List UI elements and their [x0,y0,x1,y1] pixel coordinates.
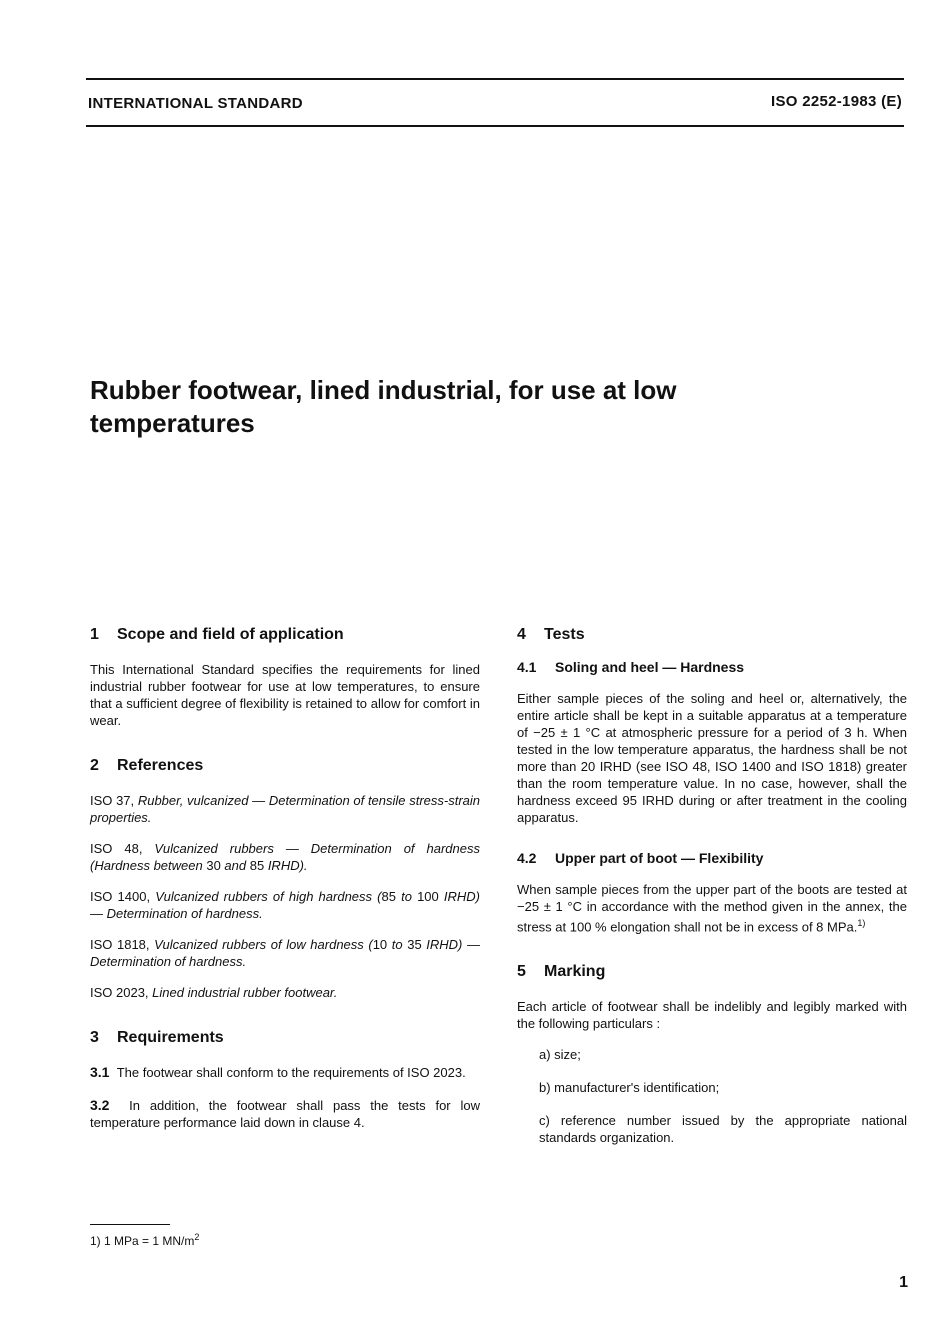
section-1-title: Scope and field of application [117,626,344,643]
footnote [90,1232,199,1248]
section-4-title: Tests [544,626,585,643]
reference-code: ISO 1818, [90,937,155,952]
footnote-text: 1) 1 MPa = 1 MN/m [90,1234,195,1248]
subsection-4-2-number: 4.2 [517,850,537,866]
section-2-heading [90,757,480,774]
section-5-text: Each article of footwear shall be indelibly and legibly marked with the following particulars : [517,999,907,1032]
reference-iso1400 [90,888,480,922]
subsection-4-2-heading [517,850,907,867]
section-2-number: 2 [90,757,99,774]
footnote-separator [90,1224,170,1225]
clause-3-1 [90,1064,480,1081]
reference-iso48 [90,840,480,874]
header-bottom-rule [86,125,904,127]
section-5-number: 5 [517,963,526,981]
section-2-title: References [117,757,204,774]
clause-3-1-text: The footwear shall conform to the requirements of ISO 2023. [116,1065,466,1080]
section-3-title: Requirements [117,1029,224,1046]
reference-word: and [220,858,250,873]
right-column [517,626,907,1158]
marking-item-a: a) size; [539,1047,581,1063]
reference-num: 85 [249,858,265,873]
header-top-rule [86,78,904,80]
reference-word: to [387,937,408,952]
reference-num: 10 [372,937,388,952]
clause-3-2 [90,1097,480,1131]
section-5-heading [517,963,907,980]
subsection-4-2-paragraph [517,881,907,935]
reference-tail: IRHD) — Determination of hardness. [90,889,480,921]
section-5-title: Marking [544,963,606,981]
subsection-4-2-title: Upper part of boot — Flexibility [555,850,764,866]
section-1-text: This International Standard specifies the requirements for lined industrial rubber footwear for use at low temperatures, to ensure that a sufficient degree of flexibility is retained to allow for comfort in wear. [90,662,480,728]
reference-code: ISO 48, [90,841,155,856]
subsection-4-1-heading [517,659,907,676]
section-3-number: 3 [90,1029,99,1046]
reference-iso2023 [90,984,480,1001]
reference-tail: IRHD) — Determination of hardness. [90,937,480,969]
reference-tail: IRHD). [264,858,308,873]
document-title: Rubber footwear, lined industrial, for use at low temperatures [90,375,677,438]
header-left: INTERNATIONAL STANDARD [88,95,303,112]
subsection-4-2-text: When sample pieces from the upper part of the boots are tested at −25 ± 1 °C in accordance with the method given in the annex, the stress at 100 % elongation shall not be in excess of 8 MPa. [517,882,907,935]
clause-3-2-text: In addition, the footwear shall pass the tests for low temperature performance laid down in clause 4. [90,1098,480,1130]
reference-title: Vulcanized rubbers of high hardness ( [155,889,382,904]
clause-3-1-number: 3.1 [90,1064,110,1080]
section-1-heading [90,626,480,643]
subsection-4-1-number: 4.1 [517,659,537,675]
reference-code: ISO 2023, [90,985,153,1000]
section-4-heading [517,626,907,643]
reference-code: ISO 1400, [90,889,156,904]
subsection-4-1-text: Either sample pieces of the soling and heel or, alternatively, the entire article shall be kept in a suitable apparatus at a temperature of −25 ± 1 °C at atmospheric pressure for a period of 3 h. When tested in the low temperature apparatus, the hardness shall be not more than 20 IRHD (see ISO 48, ISO 1400 and ISO 1818) greater than the room temperature value. In no case, however, shall the hardness exceed 95 IRHD during or after treatment in the cooling apparatus. [517,691,907,825]
header-right: ISO 2252-1983 (E) [770,93,902,110]
section-3-heading [90,1029,480,1046]
marking-item-c: c) reference number issued by the appropriate national standards organization. [539,1113,907,1146]
reference-title: Vulcanized rubbers — Determination of hardness (Hardness between [90,841,480,873]
footnote-reference: 1) [857,918,866,928]
clause-3-2-number: 3.2 [90,1097,110,1113]
section-4-number: 4 [517,626,526,643]
reference-num: 85 [381,889,396,904]
left-column [90,626,480,1143]
reference-iso37 [90,792,480,826]
reference-title: Rubber, vulcanized — Determination of tensile stress-strain properties. [90,793,480,825]
section-1-number: 1 [90,626,99,643]
footnote-superscript: 2 [194,1232,200,1242]
reference-code: ISO 37, [90,793,138,808]
reference-word: to [395,889,418,904]
reference-num: 30 [206,858,221,873]
marking-item-b: b) manufacturer's identification; [539,1080,720,1096]
page-number: 1 [899,1274,908,1291]
reference-title: Vulcanized rubbers of low hardness ( [154,937,373,952]
reference-num: 35 [407,937,422,952]
subsection-4-1-title: Soling and heel — Hardness [555,659,745,675]
reference-iso1818 [90,936,480,970]
reference-title: Lined industrial rubber footwear. [152,985,338,1000]
reference-num: 100 [417,889,439,904]
